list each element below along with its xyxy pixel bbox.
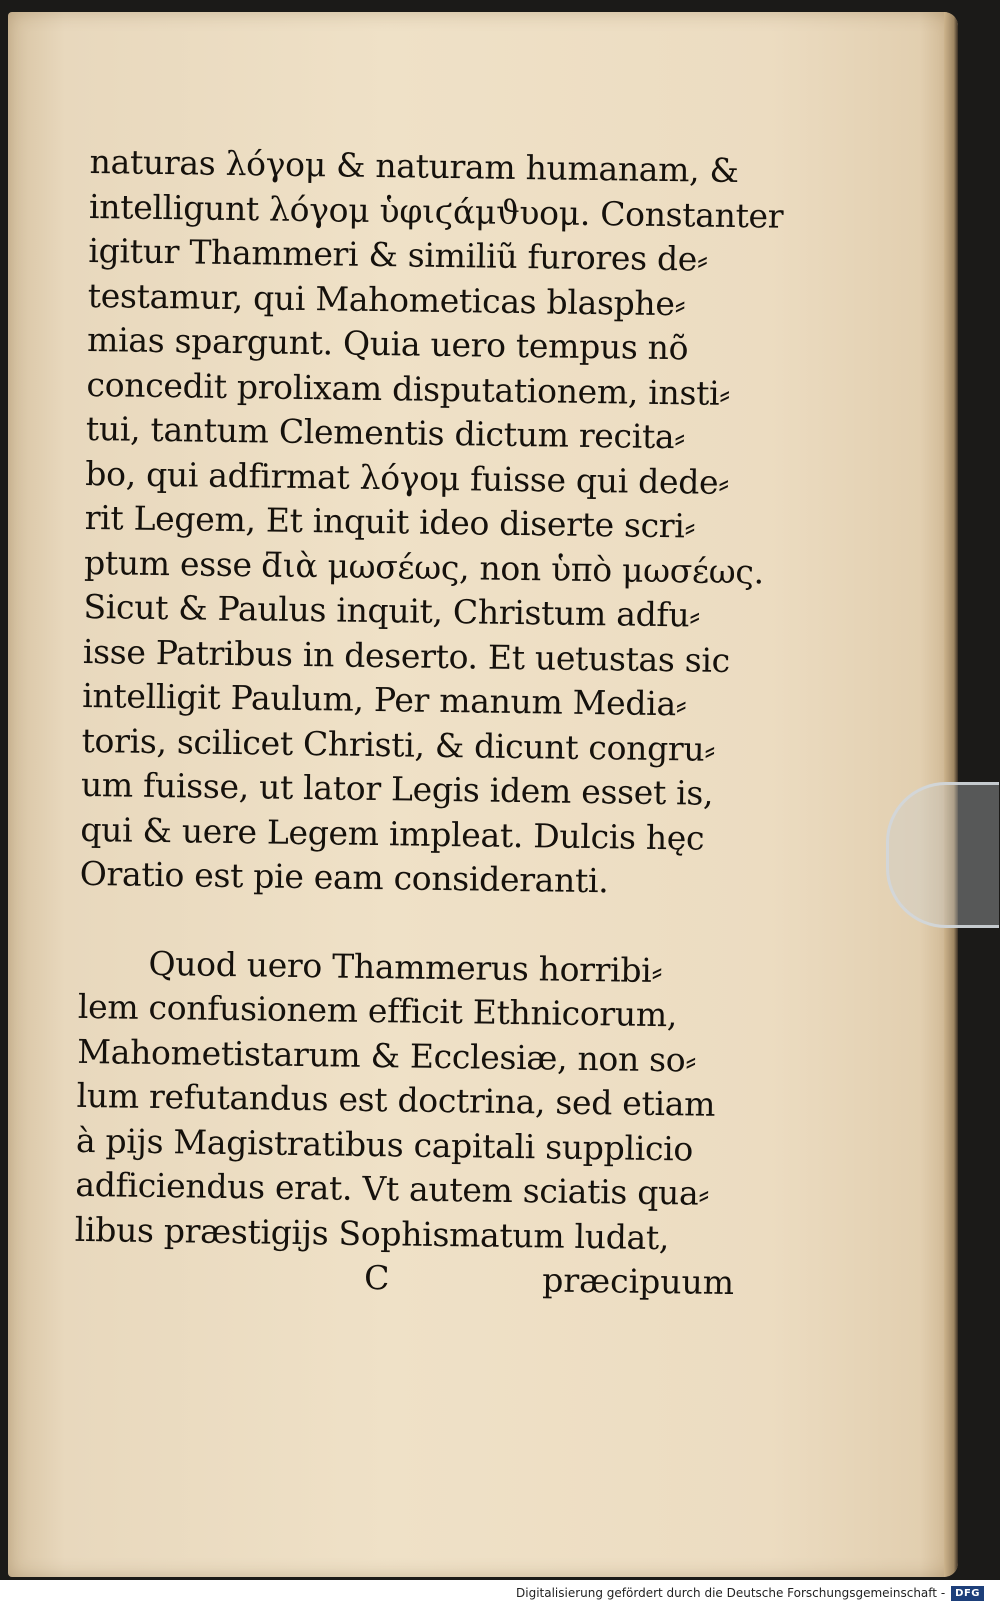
- catchword: præcipuum: [541, 1260, 735, 1303]
- text-line: isse Patribus in deserto. Et uetustas sic: [82, 631, 731, 680]
- text-line: ptum esse ƌιὰ μωσέως, non ὑπὸ μωσέως.: [83, 542, 765, 591]
- text-line: intelligunt λόγομ ὑφιϛάμϑυομ. Constanter: [88, 186, 784, 236]
- text-line: à pijs Magistratibus capitali supplicio: [75, 1120, 694, 1169]
- text-line: Mahometistarum & Ecclesiæ, non so⸗: [77, 1031, 697, 1080]
- signature-mark: C: [363, 1257, 390, 1298]
- text-line: Quod uero Thammerus horribi⸗: [148, 943, 663, 990]
- text-line: intelligit Paulum, Per manum Media⸗: [81, 675, 687, 724]
- text-line: Sicut & Paulus inquit, Christum adfu⸗: [83, 586, 701, 635]
- text-line: adficiendus erat. Vt autem sciatis qua⸗: [75, 1164, 710, 1213]
- text-line: lem confusionem efficit Ethnicorum,: [77, 986, 678, 1035]
- text-line: libus præstigijs Sophismatum ludat,: [74, 1209, 670, 1257]
- text-line: rit Legem, Et inquit ideo diserte scri⸗: [84, 497, 696, 546]
- paragraph-2: [74, 940, 738, 1261]
- text-line: igitur Thammeri & similiũ furores de⸗: [88, 230, 708, 279]
- dfg-logo-icon: DFG: [951, 1586, 984, 1601]
- text-line: tui, tantum Clementis dictum recita⸗: [85, 408, 686, 457]
- text-line: naturas λόγομ & naturam humanam, &: [89, 141, 739, 191]
- page-text: [74, 140, 784, 1306]
- page-clip: [886, 782, 999, 928]
- footer-credit: Digitalisierung gefördert durch die Deutsche Forschungsgemeinschaft -: [516, 1586, 946, 1600]
- text-line: bo, qui adfirmat λόγομ fuisse qui dede⸗: [85, 453, 730, 502]
- text-line: qui & uere Legem impleat. Dulcis hęc: [80, 809, 705, 858]
- text-line: Oratio est pie eam consideranti.: [79, 853, 609, 901]
- text-line: um fuisse, ut lator Legis idem esset is,: [80, 764, 714, 813]
- text-line: lum refutandus est doctrina, sed etiam: [76, 1075, 716, 1124]
- digitization-footer: [516, 1582, 984, 1604]
- text-line: toris, scilicet Christi, & dicunt congru⸗: [81, 720, 716, 769]
- text-line: testamur, qui Mahometicas blasphe⸗: [87, 275, 686, 323]
- paragraph-1: [79, 140, 784, 906]
- text-line: concedit prolixam disputationem, insti⸗: [86, 364, 731, 413]
- signature-line: [74, 1252, 735, 1306]
- text-line: mias spargunt. Quia uero tempus nõ: [86, 319, 689, 368]
